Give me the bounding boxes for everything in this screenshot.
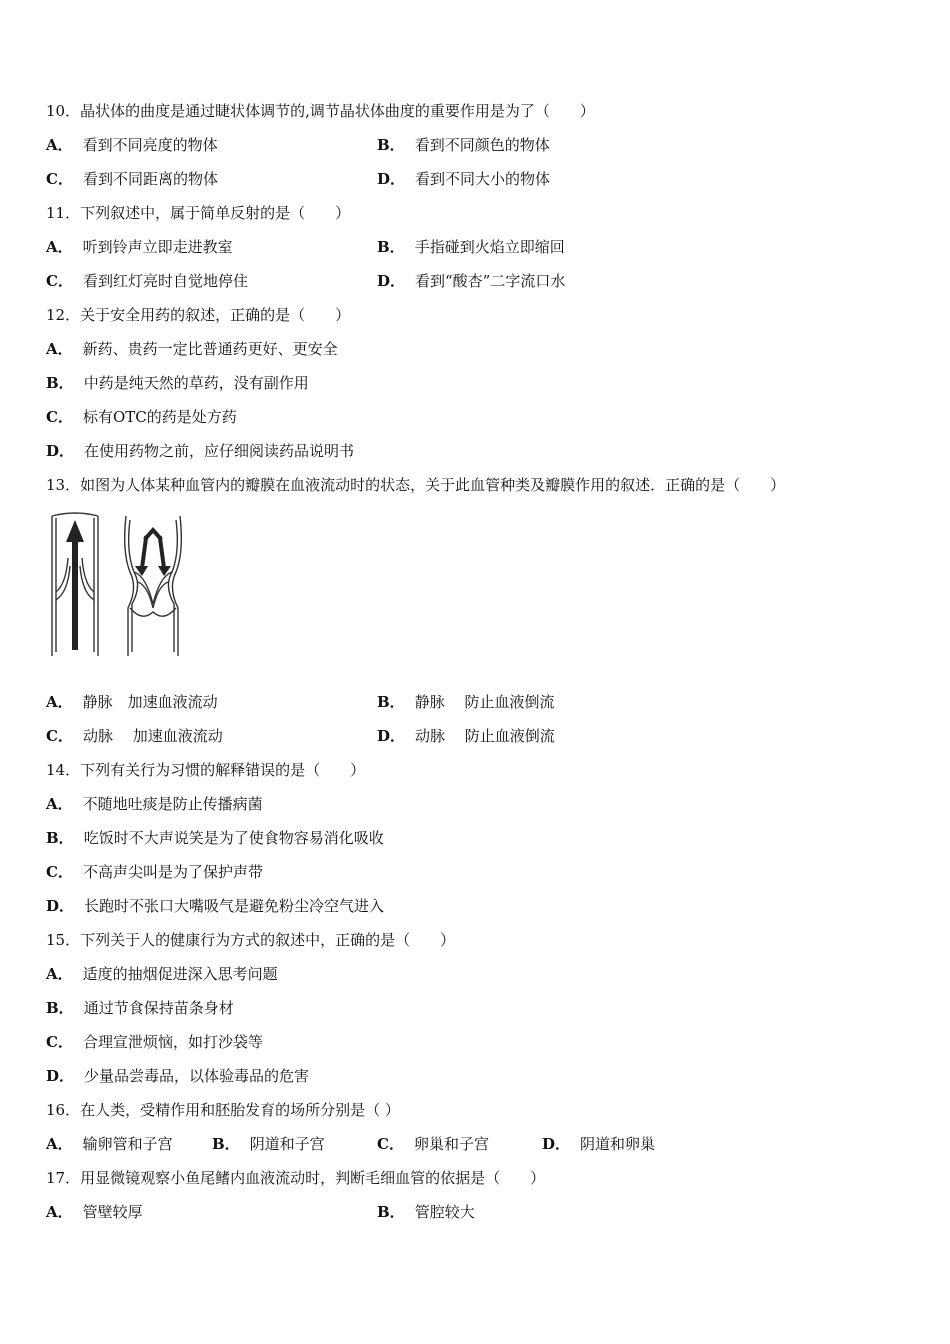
q16-stem: 16．在人类，受精作用和胚胎发育的场所分别是（ ） (46, 1101, 400, 1119)
q10-option-b: B． 看到不同颜色的物体 (377, 136, 550, 154)
q12-option-c: C． 标有OTC的药是处方药 (46, 408, 237, 426)
vein-valve-diagram (46, 512, 186, 660)
vein-valve-figure (46, 512, 186, 664)
q15-stem: 15．下列关于人的健康行为方式的叙述中，正确的是（ ） (46, 931, 456, 949)
q16-option-a: A． 输卵管和子宫 (46, 1135, 173, 1153)
q14-option-b: B． 吃饭时不大声说笑是为了使食物容易消化吸收 (46, 829, 384, 847)
q12-option-d: D． 在使用药物之前，应仔细阅读药品说明书 (46, 442, 355, 460)
q10-option-d: D． 看到不同大小的物体 (377, 170, 551, 188)
q17-option-b: B． 管腔较大 (377, 1203, 475, 1221)
q15-option-b: B． 通过节食保持苗条身材 (46, 999, 234, 1017)
q12-option-a: A． 新药、贵药一定比普通药更好、更安全 (46, 340, 338, 358)
q15-option-a: A． 适度的抽烟促进深入思考问题 (46, 965, 278, 983)
q17-option-a: A． 管壁较厚 (46, 1203, 143, 1221)
q16-option-c: C． 卵巢和子宫 (377, 1135, 489, 1153)
q11-stem: 11．下列叙述中，属于简单反射的是（ ） (46, 204, 351, 222)
q15-option-c: C． 合理宣泄烦恼，如打沙袋等 (46, 1033, 263, 1051)
q14-option-c: C． 不高声尖叫是为了保护声带 (46, 863, 263, 881)
q13-stem: 13．如图为人体某种血管内的瓣膜在血液流动时的状态，关于此血管种类及瓣膜作用的叙述．正确的是（ ） (46, 476, 786, 494)
q10-stem: 10．晶状体的曲度是通过睫状体调节的,调节晶状体曲度的重要作用是为了（ ） (46, 102, 595, 120)
q11-option-d: D． 看到“酸杏”二字流口水 (377, 272, 566, 290)
q11-option-c: C． 看到红灯亮时自觉地停住 (46, 272, 248, 290)
q13-option-d: D． 动脉 防止血液倒流 (377, 727, 555, 745)
q12-stem: 12．关于安全用药的叙述，正确的是（ ） (46, 306, 351, 324)
q16-option-b: B． 阴道和子宫 (212, 1135, 325, 1153)
q13-option-a: A． 静脉 加速血液流动 (46, 693, 218, 711)
q14-option-d: D． 长跑时不张口大嘴吸气是避免粉尘冷空气进入 (46, 897, 385, 915)
q14-stem: 14．下列有关行为习惯的解释错误的是（ ） (46, 761, 366, 779)
q10-option-a: A． 看到不同亮度的物体 (46, 136, 218, 154)
q17-stem: 17．用显微镜观察小鱼尾鳍内血液流动时，判断毛细血管的依据是（ ） (46, 1169, 546, 1187)
q13-option-c: C． 动脉 加速血液流动 (46, 727, 223, 745)
q12-option-b: B． 中药是纯天然的草药，没有副作用 (46, 374, 309, 392)
q14-option-a: A． 不随地吐痰是防止传播病菌 (46, 795, 263, 813)
q13-option-b: B． 静脉 防止血液倒流 (377, 693, 555, 711)
q11-option-b: B． 手指碰到火焰立即缩回 (377, 238, 565, 256)
q10-option-c: C． 看到不同距离的物体 (46, 170, 218, 188)
q16-option-d: D． 阴道和卵巢 (542, 1135, 656, 1153)
q11-option-a: A． 听到铃声立即走进教室 (46, 238, 233, 256)
q15-option-d: D． 少量品尝毒品，以体验毒品的危害 (46, 1067, 310, 1085)
